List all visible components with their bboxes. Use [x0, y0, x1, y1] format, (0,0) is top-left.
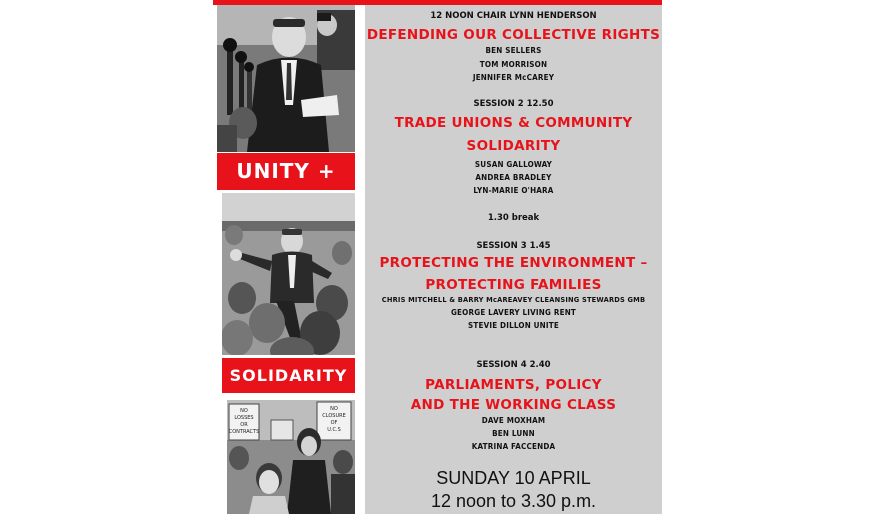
session2-speaker: ANDREA BRADLEY	[475, 173, 552, 182]
session2-title-line1: TRADE UNIONS & COMMUNITY	[394, 115, 633, 131]
session2-header: SESSION 2 12.50	[473, 99, 554, 109]
svg-text:OR: OR	[240, 422, 248, 428]
svg-text:U.C.S: U.C.S	[327, 427, 341, 433]
session4-title-line1: PARLIAMENTS, POLICY	[425, 377, 602, 393]
event-time: 12 noon to 3.30 p.m.	[430, 491, 597, 511]
unity-banner-text: UNITY +	[236, 159, 336, 183]
svg-text:LOSSES: LOSSES	[234, 415, 254, 421]
crowd-photo-image	[222, 193, 355, 355]
programme-panel	[365, 5, 662, 514]
session1-title: DEFENDING OUR COLLECTIVE RIGHTS	[366, 27, 661, 43]
session1-speaker: BEN SELLERS	[485, 46, 542, 55]
session3-title-line2: PROTECTING FAMILIES	[425, 277, 602, 293]
photo-crowd	[222, 193, 355, 355]
unity-banner	[217, 153, 355, 190]
session1-speaker: JENNIFER McCAREY	[472, 73, 555, 82]
photo-column	[213, 5, 365, 514]
placard-text-2: NO	[330, 406, 338, 412]
event-date: SUNDAY 10 APRIL	[436, 468, 591, 488]
svg-text:CONTRACTS: CONTRACTS	[228, 429, 260, 435]
session2-speaker: LYN-MARIE O'HARA	[473, 186, 554, 195]
session4-title-line2: AND THE WORKING CLASS	[410, 397, 617, 413]
session4-speaker: KATRINA FACCENDA	[471, 442, 556, 451]
svg-text:OF: OF	[330, 420, 338, 426]
session4-header: SESSION 4 2.40	[476, 360, 551, 370]
protest-photo-image	[227, 400, 355, 514]
session2-title-line2: SOLIDARITY	[466, 138, 561, 154]
session4-speaker: DAVE MOXHAM	[481, 416, 546, 425]
session4-speaker: BEN LUNN	[492, 429, 535, 438]
session1-speaker: TOM MORRISON	[479, 60, 548, 69]
photo-protest	[227, 400, 355, 514]
chair-line: 12 NOON CHAIR LYNN HENDERSON	[430, 11, 597, 21]
session3-speaker: GEORGE LAVERY LIVING RENT	[450, 308, 577, 317]
solidarity-banner-text: SOLIDARITY	[229, 366, 348, 385]
session2-speaker: SUSAN GALLOWAY	[474, 160, 553, 169]
break-line: 1.30 break	[487, 213, 540, 223]
solidarity-banner	[222, 358, 355, 393]
session3-header: SESSION 3 1.45	[476, 241, 551, 251]
session3-title-line1: PROTECTING THE ENVIRONMENT –	[379, 255, 648, 271]
placard-text-1: NO	[240, 408, 248, 414]
photo-speaker	[217, 5, 355, 152]
session3-speaker: CHRIS MITCHELL & BARRY McAREAVEY CLEANSING STEWARDS GMB	[381, 295, 646, 304]
session3-speaker: STEVIE DILLON UNITE	[467, 321, 560, 330]
speaker-photo-image	[217, 5, 355, 152]
svg-text:CLOSURE: CLOSURE	[322, 413, 346, 419]
